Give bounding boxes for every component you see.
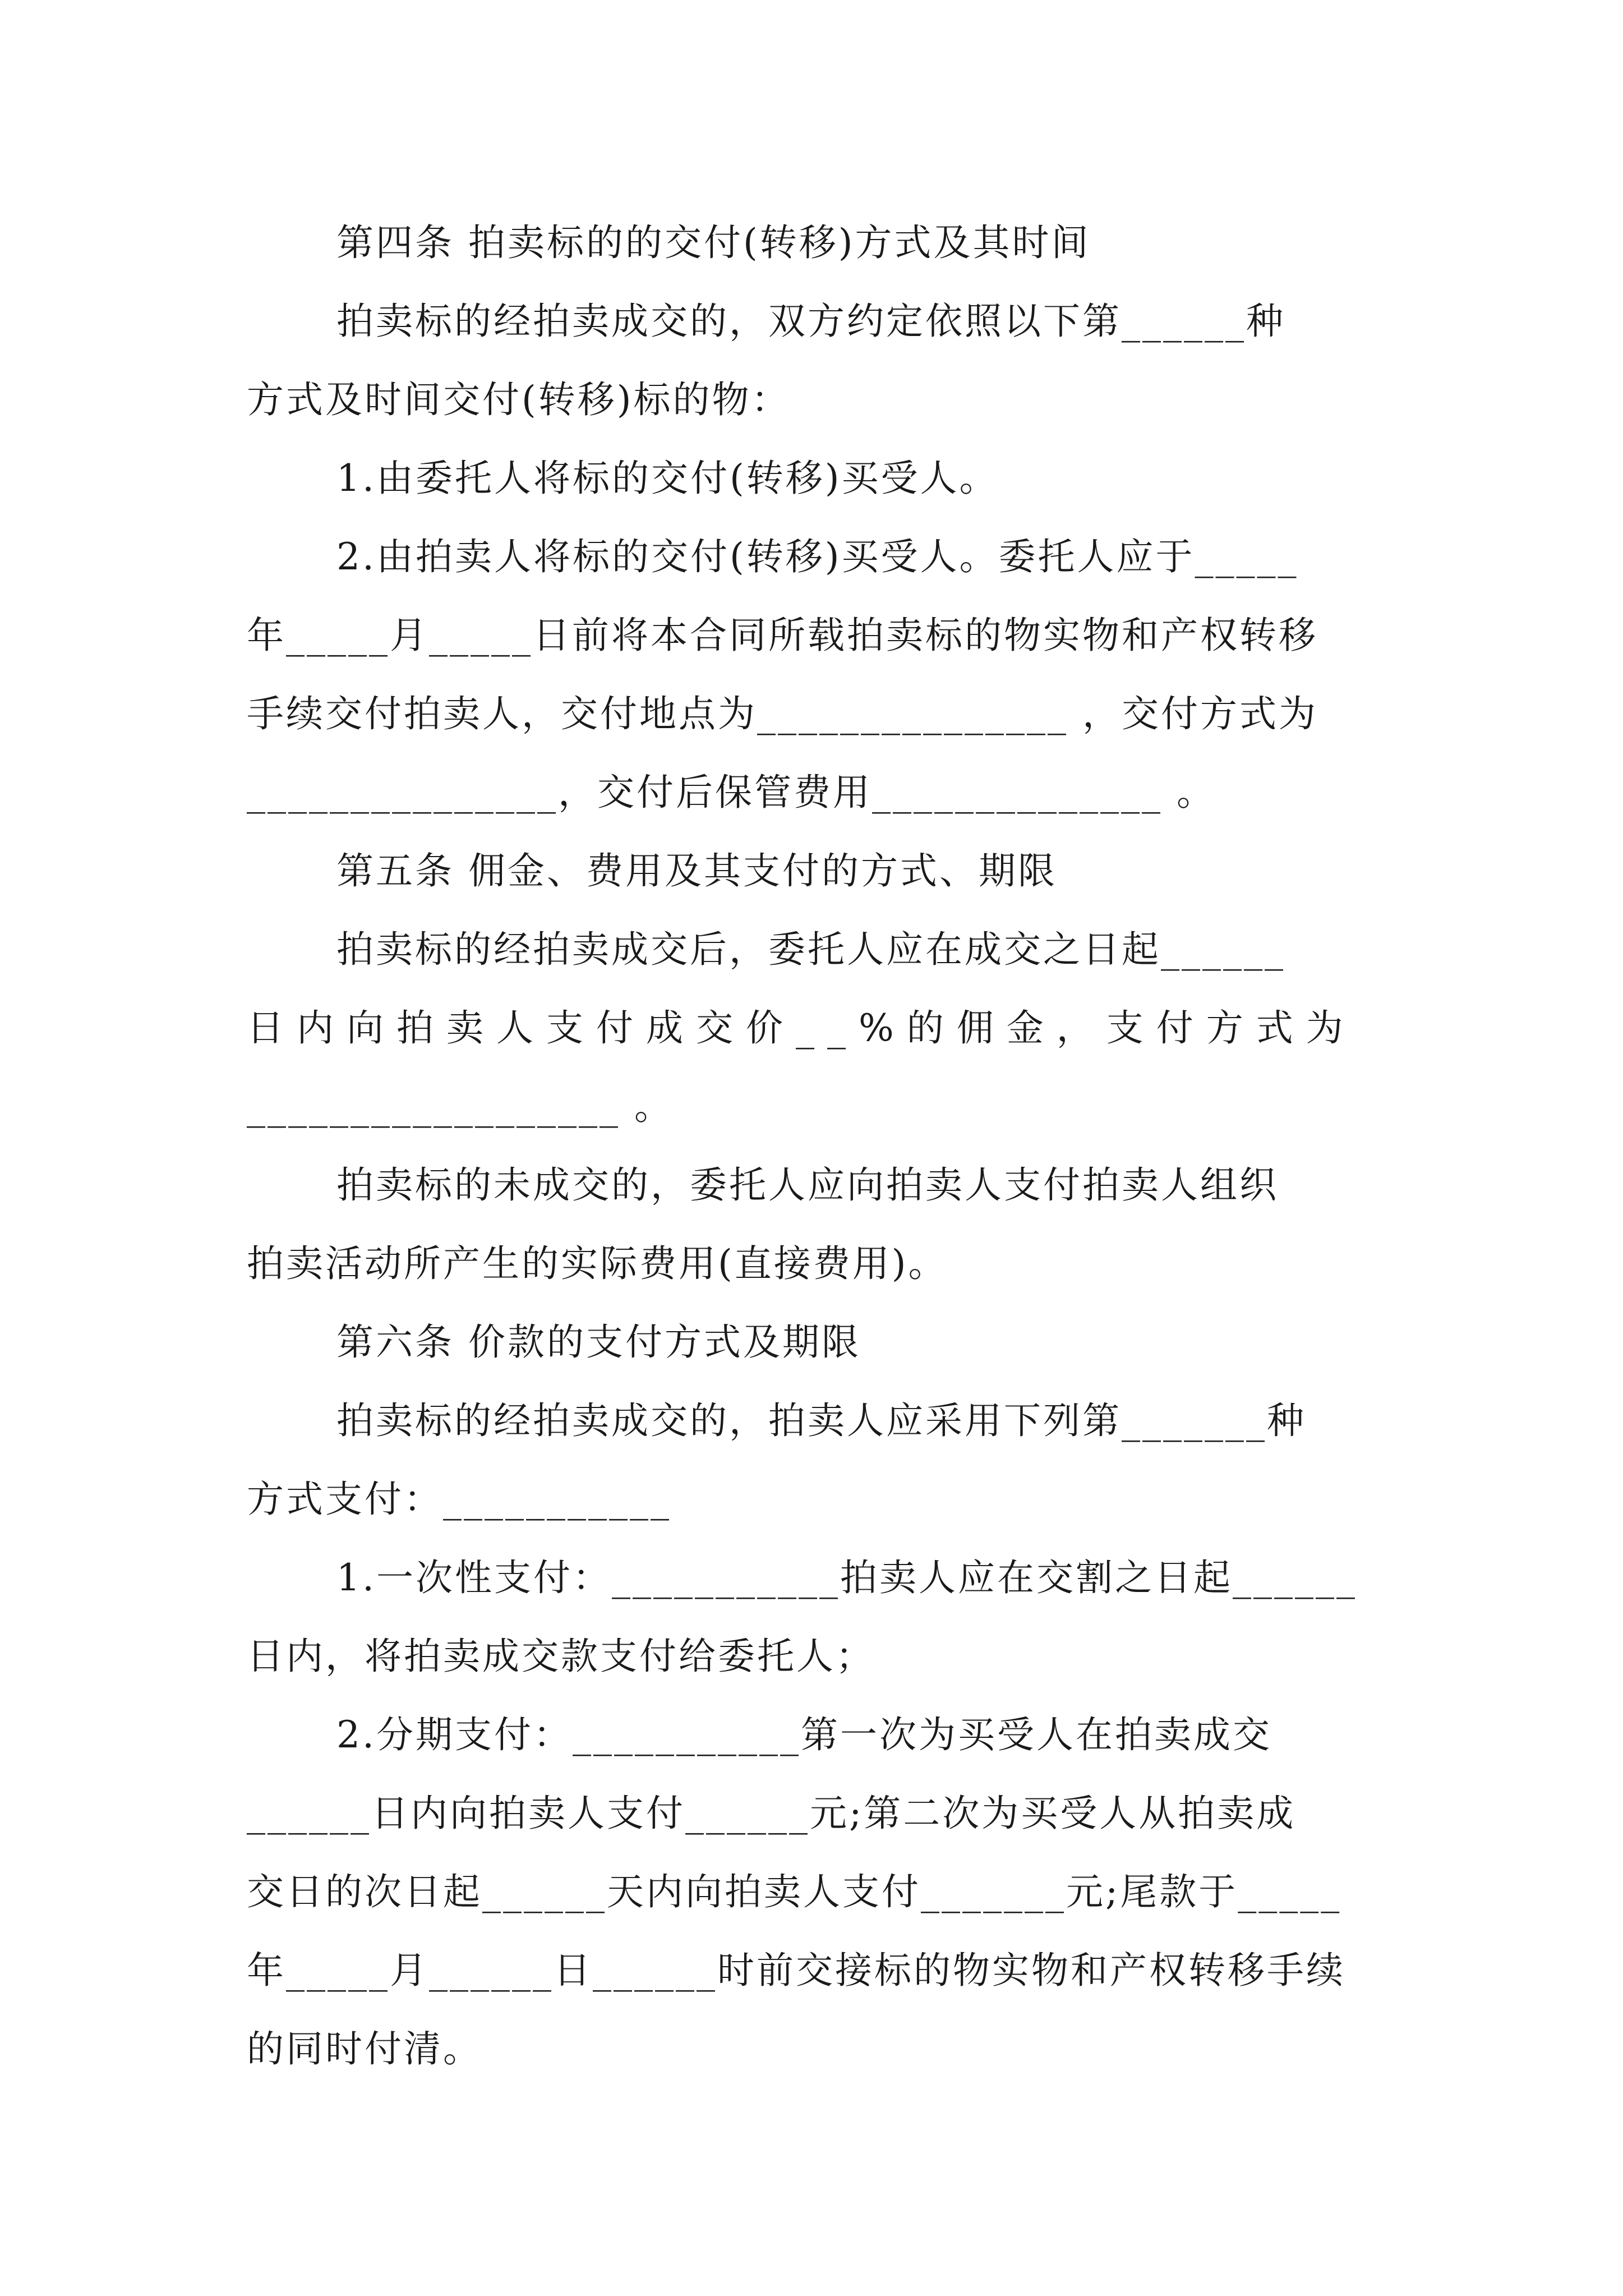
article-4-heading: 第四条 拍卖标的的交付(转移)方式及其时间 [336, 221, 1091, 264]
article-5-heading: 第五条 佣金、费用及其支付的方式、期限 [336, 849, 1057, 892]
list-item: 2.由拍卖人将标的交付(转移)买受人。委托人应于_____ [336, 535, 1299, 578]
paragraph-line: 拍卖标的未成交的，委托人应向拍卖人支付拍卖人组织 [336, 1163, 1279, 1207]
paragraph-line: 拍卖标的经拍卖成交后，委托人应在成交之日起______ [336, 928, 1285, 971]
paragraph-line: 年_____月_____日前将本合同所载拍卖标的物实物和产权转移 [247, 614, 1318, 657]
paragraph-line: 拍卖标的经拍卖成交的，双方约定依照以下第______种 [336, 300, 1285, 343]
paragraph-line: __________________ 。 [247, 1085, 674, 1128]
paragraph-line: _______________，交付后保管费用______________ 。 [247, 771, 1216, 814]
paragraph-line: 拍卖标的经拍卖成交的，拍卖人应采用下列第_______种 [336, 1399, 1306, 1442]
list-item: 2.分期支付：___________第一次为买受人在拍卖成交 [336, 1713, 1272, 1756]
list-item: 1.一次性支付：___________拍卖人应在交割之日起______ [336, 1556, 1357, 1599]
paragraph-line: 拍卖活动所产生的实际费用(直接费用)。 [247, 1242, 948, 1285]
paragraph-line: 手续交付拍卖人，交付地点为_______________ ，交付方式为 [247, 692, 1318, 735]
paragraph-line: 日内向拍卖人支付成交价__%的佣金，支付方式为 [247, 1006, 1356, 1050]
paragraph-line: ______日内向拍卖人支付______元;第二次为买受人从拍卖成 [247, 1792, 1296, 1835]
paragraph-line: 日内，将拍卖成交款支付给委托人； [247, 1635, 875, 1678]
paragraph-line: 方式支付：___________ [247, 1478, 671, 1521]
paragraph-line: 方式及时间交付(转移)标的物： [247, 378, 791, 421]
paragraph-line: 的同时付清。 [247, 2027, 482, 2070]
list-item: 1.由委托人将标的交付(转移)买受人。 [336, 457, 999, 500]
paragraph-line: 年_____月______日______时前交接标的物实物和产权转移手续 [247, 1949, 1345, 1992]
paragraph-line: 交日的次日起______天内向拍卖人支付_______元;尾款于_____ [247, 1870, 1342, 1913]
article-6-heading: 第六条 价款的支付方式及期限 [336, 1320, 861, 1364]
